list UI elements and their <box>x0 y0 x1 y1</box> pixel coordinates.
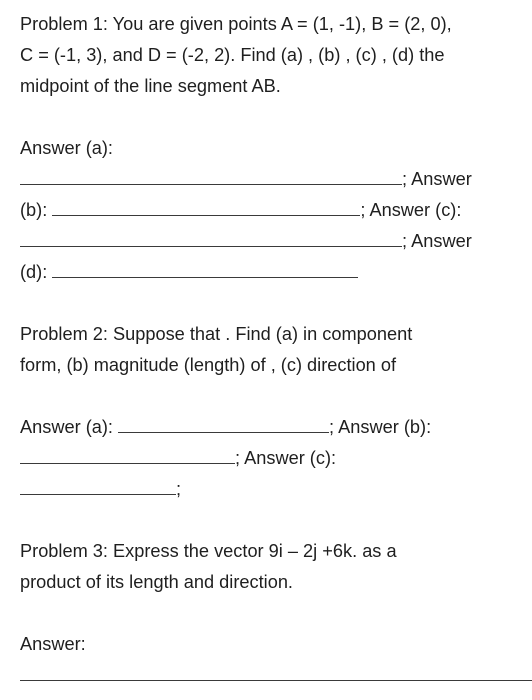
problem-3-answers <box>20 629 532 691</box>
problem-1 <box>20 9 532 102</box>
problem-1-line-3: midpoint of the line segment AB. <box>20 76 281 96</box>
answer-3-blank[interactable] <box>20 661 532 681</box>
problem-1-line-2: C = (-1, 3), and D = (-2, 2). Find (a) , (b) , (c) , (d) the <box>20 45 445 65</box>
answer-2b-suffix: ; Answer (c): <box>235 448 337 468</box>
problem-3-line-2: product of its length and direction. <box>20 572 293 592</box>
answer-3-label: Answer: <box>20 634 86 654</box>
answer-2b-blank[interactable] <box>20 444 235 464</box>
answer-1a-blank[interactable] <box>20 165 402 185</box>
answer-1d-label: (d): <box>20 262 53 282</box>
problem-2 <box>20 319 532 381</box>
problem-2-line-2: form, (b) magnitude (length) of , (c) direction of <box>20 355 397 375</box>
answer-1d-blank[interactable] <box>52 258 358 278</box>
problem-1-answers <box>20 133 532 288</box>
answer-1c-blank[interactable] <box>20 227 402 247</box>
answer-1b-suffix: ; Answer (c): <box>360 200 462 220</box>
answer-a-label: Answer (a): <box>20 138 113 158</box>
answer-1c-suffix: ; Answer <box>402 231 472 251</box>
answer-2a-blank[interactable] <box>118 413 329 433</box>
problem-2-line-1: Problem 2: Suppose that . Find (a) in component <box>20 324 413 344</box>
answer-1b-label: (b): <box>20 200 53 220</box>
answer-2c-suffix: ; <box>176 479 182 499</box>
answer-1a-suffix: ; Answer <box>402 169 472 189</box>
answer-2a-label: Answer (a): <box>20 417 119 437</box>
problem-1-line-1: Problem 1: You are given points A = (1, -1), B = (2, 0), <box>20 14 452 34</box>
answer-2c-blank[interactable] <box>20 475 176 495</box>
answer-2a-suffix: ; Answer (b): <box>329 417 432 437</box>
worksheet <box>20 9 532 691</box>
answer-1b-blank[interactable] <box>52 196 360 216</box>
problem-3 <box>20 536 532 598</box>
problem-2-answers <box>20 412 532 505</box>
problem-3-line-1: Problem 3: Express the vector 9i – 2j +6k. as a <box>20 541 397 561</box>
